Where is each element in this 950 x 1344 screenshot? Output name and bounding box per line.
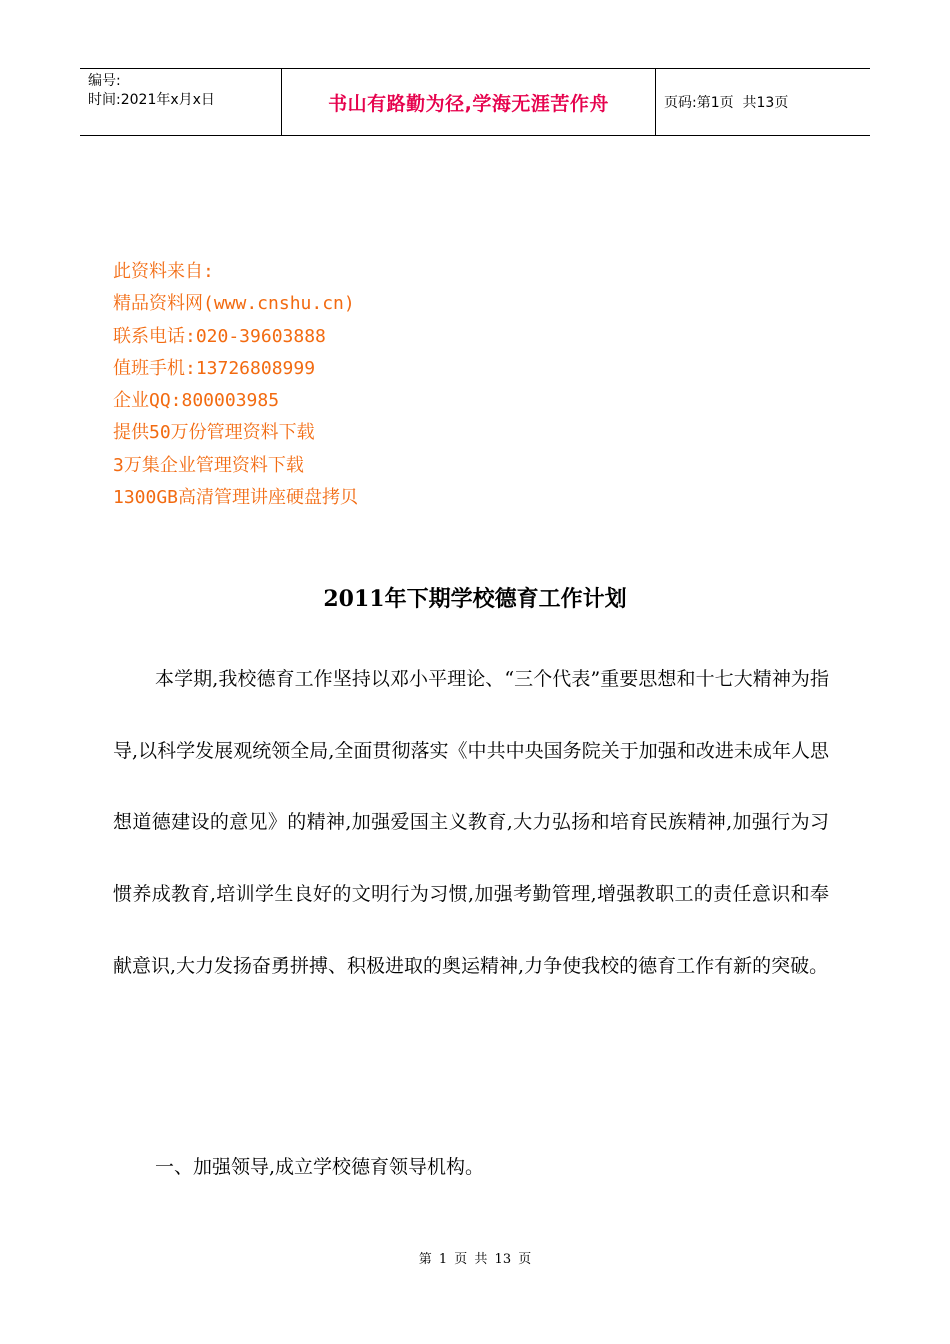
- section-heading: 一、加强领导,成立学校德育领导机构。: [155, 1156, 485, 1178]
- advert-line: 此资料来自:: [113, 261, 214, 282]
- page-footer: 第 1 页 共 13 页: [418, 1252, 532, 1267]
- intro-paragraph: 本学期,我校德育工作坚持以邓小平理论、“三个代表”重要思想和十七大精神为指导,以科学发展观统领全局,全面贯彻落实《中共中央国务院关于加强和改进未成年人思想道德建设的意见》的精神,加强爱国主义教育,大力弘扬和培育民族精神,加强行为习惯养成教育,培训学生良好的文明行为习惯,加强考勤管理,增强教职工的责任意识和奉献意识,大力发扬奋勇拼搏、积极进取的奥运精神,力争使我校的德育工作有新的突破。: [113, 668, 829, 977]
- advert-line: 联系电话:020-39603888: [113, 325, 326, 347]
- number-label: 编号:: [88, 73, 121, 89]
- header-meta-cell: [80, 69, 282, 135]
- advert-line: 精品资料网(www.cnshu.cn): [113, 293, 355, 315]
- advert-block: [113, 256, 358, 514]
- document-header: [80, 68, 870, 136]
- document-title: 2011年下期学校德育工作计划: [323, 586, 627, 612]
- advert-line: 提供50万份管理资料下载: [113, 422, 315, 444]
- motto-text: 书山有路勤为径,学海无涯苦作舟: [328, 92, 609, 115]
- advert-line: 企业QQ:800003985: [113, 390, 280, 412]
- advert-line: 1300GB高清管理讲座硬盘拷贝: [113, 487, 359, 509]
- advert-line: 值班手机:13726808999: [113, 357, 316, 379]
- page-info: 页码:第1页 共13页: [664, 95, 789, 111]
- header-page-cell: [656, 69, 870, 135]
- date-label: 时间:2021年x月x日: [88, 92, 215, 108]
- header-motto-cell: [282, 69, 656, 135]
- advert-line: 3万集企业管理资料下载: [113, 454, 304, 476]
